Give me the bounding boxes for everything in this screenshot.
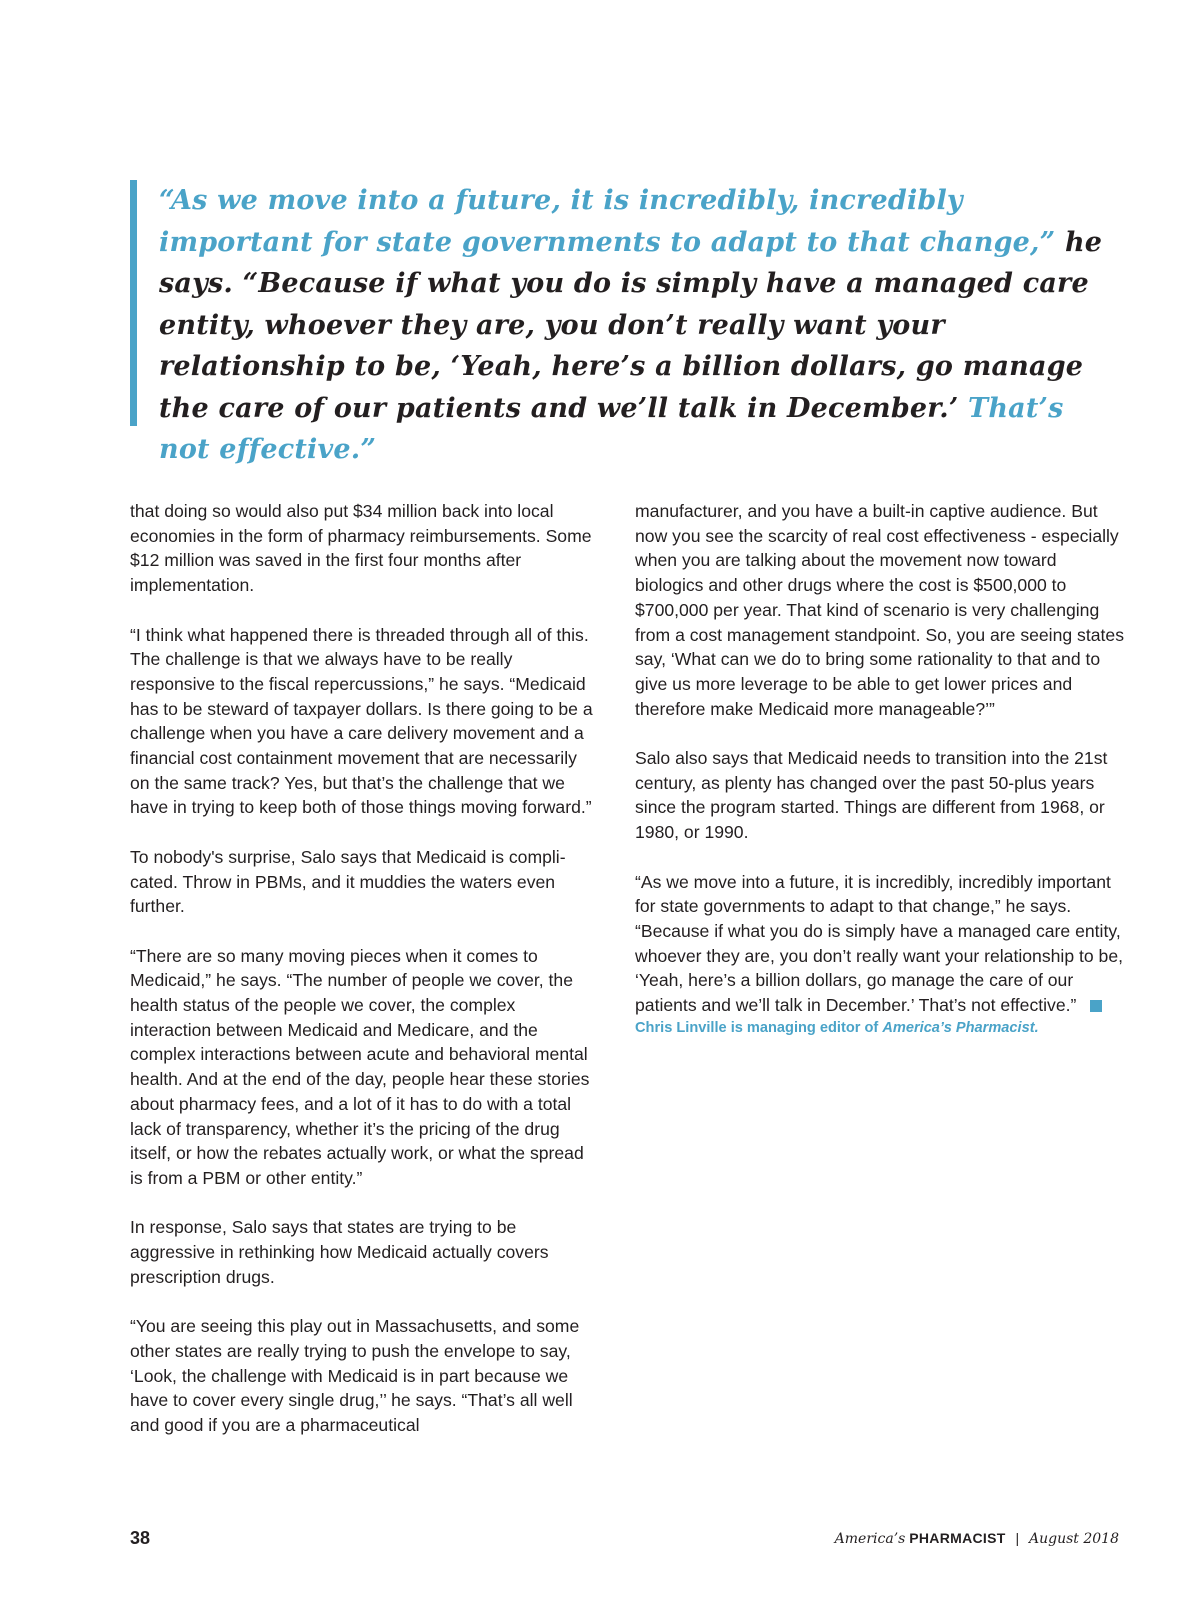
magazine-name: PHARMACIST (909, 1530, 1006, 1546)
body-paragraph: “There are so many moving pieces when it comes to Medicaid,” he says. “The number of people we cover, the health status of the people we cover, the complex interaction between Medicaid and Medicare, and the complex interactions between acute and behavioral mental health. And at the end of the day, people hear these stories about pharmacy fees, and a lot of it has to do with a total lack of transparency, whether it’s the pricing of the drug itself, or how the rebates actually work, or what the spread is from a PBM or other entity.” (130, 945, 590, 1188)
body-paragraph: In response, Salo says that states are trying to be aggressive in rethinking how Medicaid actually covers prescription drugs. (130, 1217, 549, 1287)
pull-quote-highlight-close: That’s not effective.” (159, 392, 1064, 465)
final-paragraph-text: “As we move into a future, it is incredibly, incredibly important for state governments to adapt to that change,” he says. “Because if what you do is simply have a managed care entity, whoever they are, you don’t really want your relationship to be, ‘Yeah, here’s a billion dollars, go manage the care of our patients and we’ll talk in December.’ That’s not effective.” (635, 871, 1124, 1016)
final-paragraph (635, 870, 1125, 1018)
left-column (130, 499, 600, 1462)
byline-publication: America’s Pharmacist. (882, 1019, 1039, 1036)
pull-quote (130, 180, 1120, 465)
page-number: 38 (130, 1528, 151, 1548)
body-paragraph: Salo also says that Medicaid needs to transition into the 21st century, as plenty has changed over the past 50-plus years since the program started. Things are different from 1968, or 1980, or 1990. (635, 748, 1108, 843)
body-paragraph: manufacturer, and you have a built-in captive audience. But now you see the scarcity of real cost effectiveness - especially when you are talking about the movement now toward biologics and other drugs where the cost is $500,000 to $700,000 per year. That kind of scenario is very challenging from a cost management standpoint. So, you are seeing states say, ‘What can we do to bring some rationality to that and to give us more leverage to be able to get lower prices and therefore make Medicaid more manageable?’” (635, 501, 1124, 719)
byline-text: Chris Linville is managing editor of (635, 1019, 883, 1036)
body-paragraph: To nobody's surprise, Salo says that Medicaid is complicated. Throw in PBMs, and it muddies the waters even further. (130, 846, 566, 917)
pull-quote-text (159, 180, 1120, 471)
issue-date: August 2018 (1029, 1531, 1119, 1547)
body-paragraph: “You are seeing this play out in Massachusetts, and some other states are really trying to push the envelope to say, ‘Look, the challenge with Medicaid is in part because we have to cover every single drug,’’ he says. “That’s all well and good if you are a pharmaceutical (130, 1316, 580, 1435)
pull-quote-middle: he says. “Because if what you do is simply have a managed care entity, whoever they are, you don’t really want your relationship to be, ‘Yeah, here’s a billion dollars, go manage the care of our patients and we’ll talk in December.’ (159, 226, 1103, 424)
right-column (635, 499, 1125, 1062)
body-paragraph: “I think what happened there is threaded through all of this. The challenge is that we always have to be really responsive to the fiscal repercussions,” he says. “Medicaid has to be steward of taxpayer dollars. Is there going to be a challenge when you have a care delivery movement and a financial cost containment movement that are necessarily on the same track? Yes, but that’s the challenge that we have in trying to keep both of those things moving forward.” (130, 624, 593, 818)
body-paragraph: that doing so would also put $34 million back into local economies in the form of pharmacy reimbursements. Some $12 million was saved in the first four months after implementation. (130, 501, 592, 596)
magazine-prefix: America’s (834, 1531, 906, 1547)
end-of-article-square-icon (1090, 1000, 1102, 1012)
footer-separator: | (1015, 1530, 1020, 1546)
author-byline (635, 1018, 1125, 1038)
pull-quote-highlight-open: “As we move into a future, it is incredibly, incredibly important for state governments to adapt to that change,” (159, 185, 1056, 258)
running-footer (835, 1530, 1119, 1547)
